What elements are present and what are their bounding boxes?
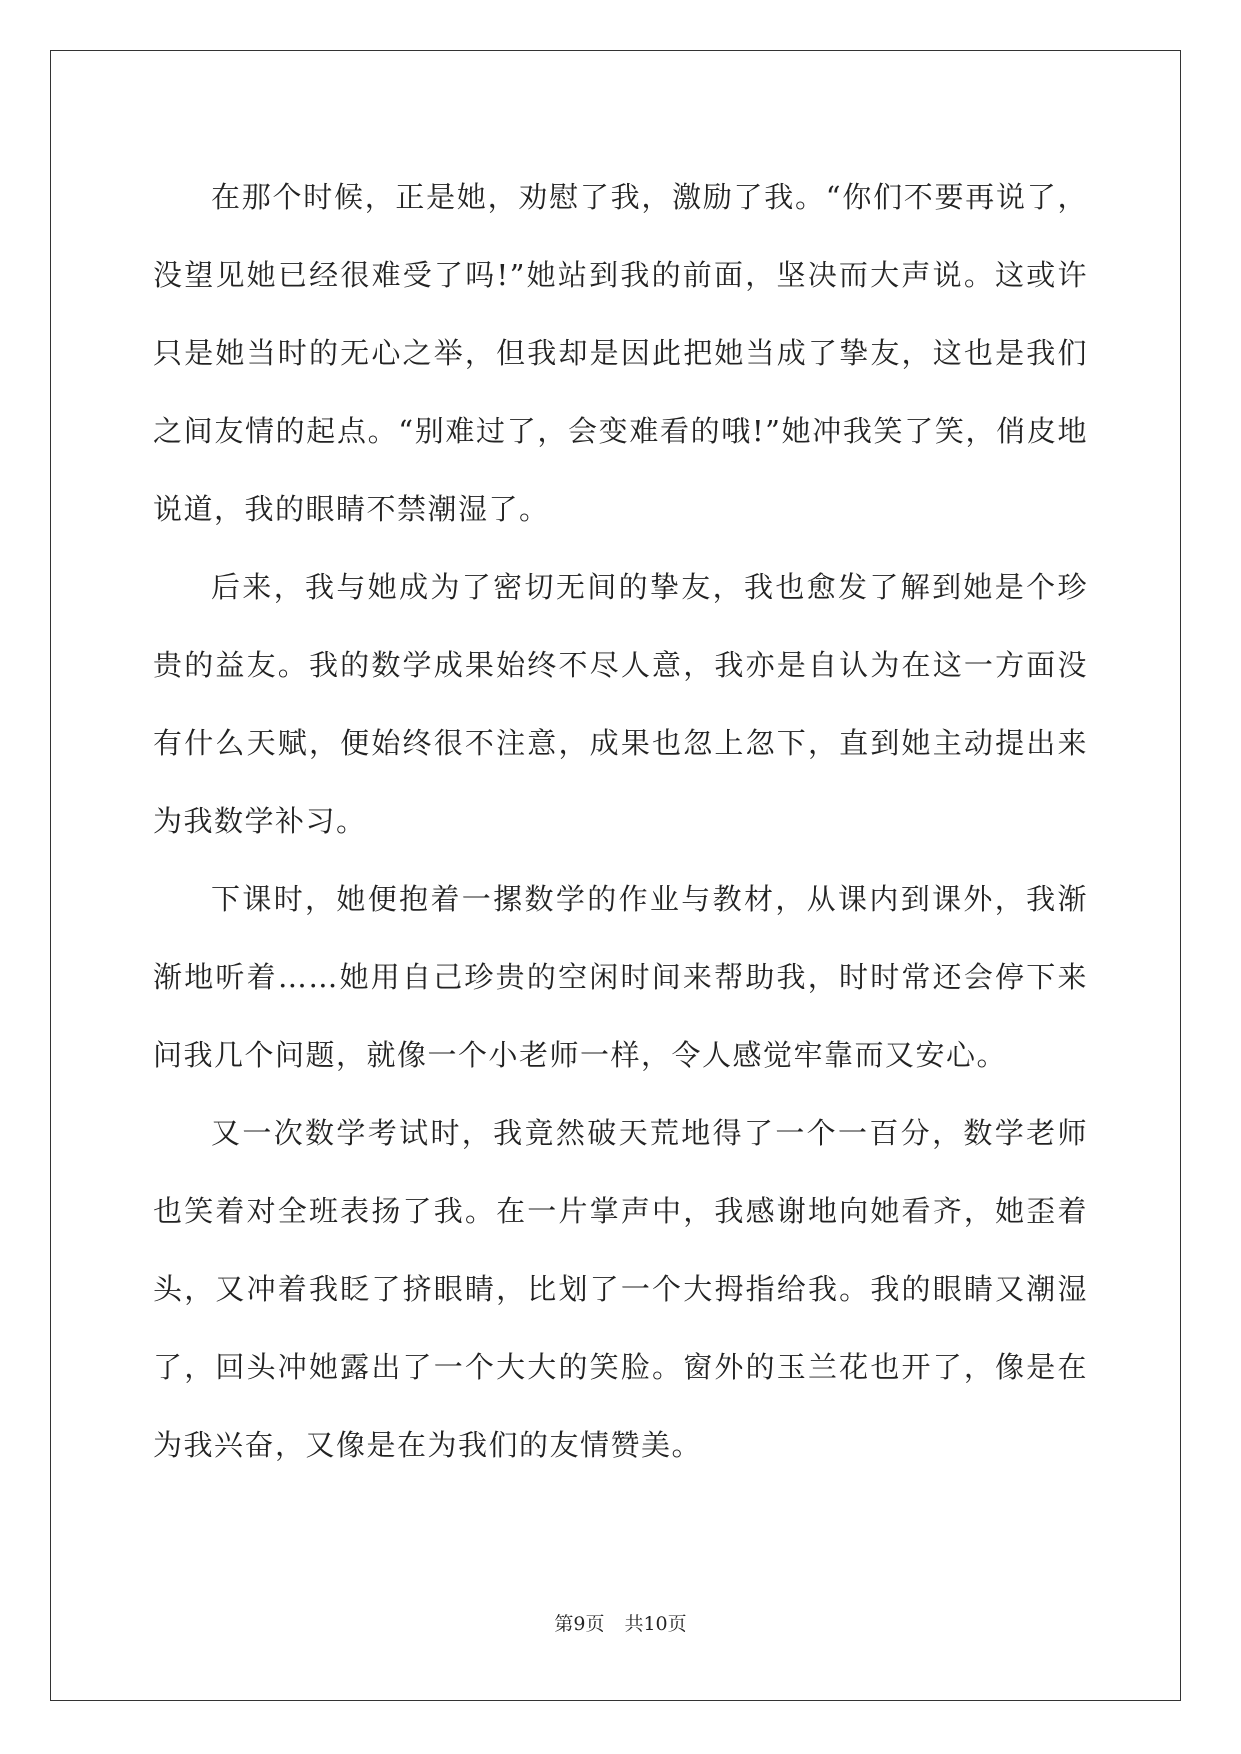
page-footer — [0, 1612, 1241, 1636]
paragraph-1: 在那个时候，正是她，劝慰了我，激励了我。“你们不要再说了，没望见她已经很难受了吗!”她站到我的前面，坚决而大声说。这或许只是她当时的无心之举，但我却是因此把她当成了挚友，这也是我们之间友情的起点。“别难过了，会变难看的哦!”她冲我笑了笑，俏皮地说道，我的眼睛不禁潮湿了。 — [153, 180, 1088, 526]
page-number: 第9页 — [554, 1613, 605, 1635]
paragraph-3: 下课时，她便抱着一摞数学的作业与教材，从课内到课外，我渐渐地听着……她用自己珍贵的空闲时间来帮助我，时时常还会停下来问我几个问题，就像一个小老师一样，令人感觉牢靠而又安心。 — [153, 882, 1088, 1072]
document-body — [153, 158, 1088, 1484]
paragraph-2: 后来，我与她成为了密切无间的挚友，我也愈发了解到她是个珍贵的益友。我的数学成果始终不尽人意，我亦是自认为在这一方面没有什么天赋，便始终很不注意，成果也忽上忽下，直到她主动提出来为我数学补习。 — [153, 570, 1088, 838]
page-total: 共10页 — [624, 1613, 687, 1635]
paragraph-4: 又一次数学考试时，我竟然破天荒地得了一个一百分，数学老师也笑着对全班表扬了我。在一片掌声中，我感谢地向她看齐，她歪着头，又冲着我眨了挤眼睛，比划了一个大拇指给我。我的眼睛又潮湿了，回头冲她露出了一个大大的笑脸。窗外的玉兰花也开了，像是在为我兴奋，又像是在为我们的友情赞美。 — [153, 1116, 1088, 1462]
